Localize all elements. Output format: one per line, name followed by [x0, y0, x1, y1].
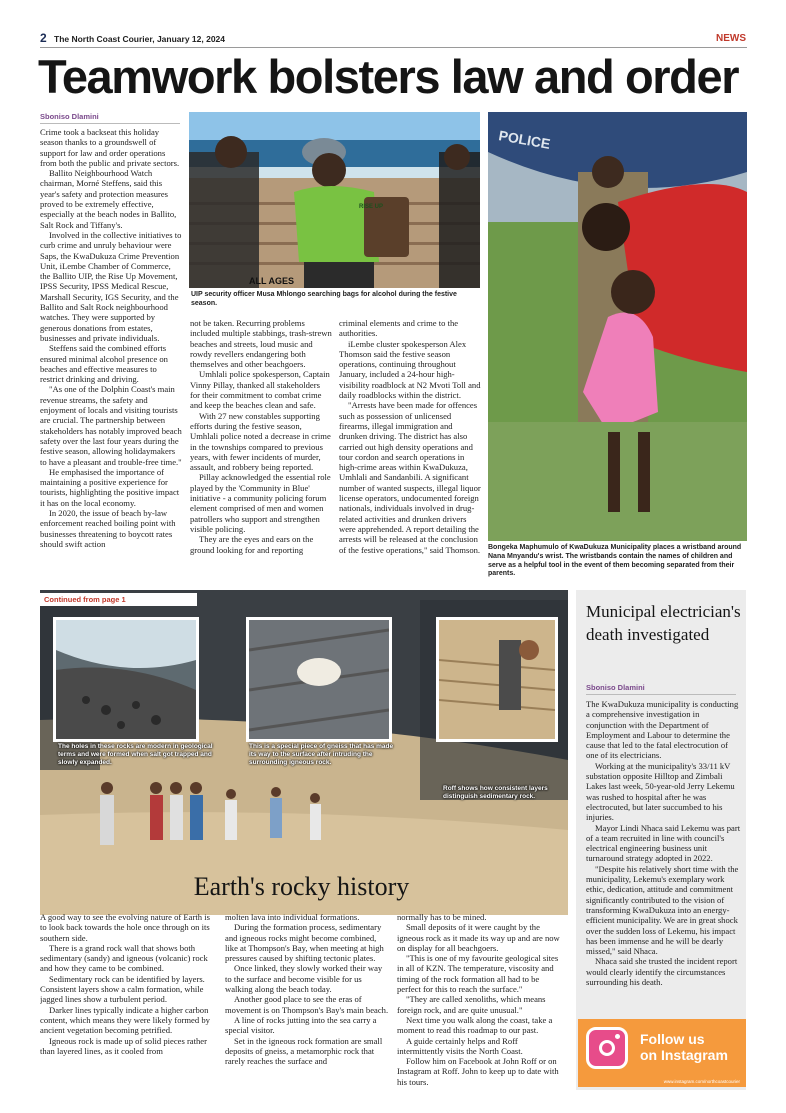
photo-wristband [488, 112, 747, 541]
paragraph: not be taken. Recurring problems included multiple stabbings, trash-strewn beaches and streets, loud music and rowdy revellers endangering both themselves and other beachgoers. [190, 318, 332, 370]
paragraph: Once linked, they slowly worked their way to the surface and become visible for us walking along the beach today. [225, 963, 383, 995]
paragraph: Darker lines typically indicate a higher carbon content, which means they were likely formed by ancient vegetation becoming petrified. [40, 1004, 210, 1036]
paragraph: "Arrests have been made for offences such as possession of unlicensed firearms, illegal immigration and drunken driving. The district has also carried out high density operations and tour cordon and search operations in high-crime areas within KwaDukuza, Umhlali and Sandanbili. A significant number of wanted suspects, illegal liquor license operators, undocumented foreign nationals, individuals involved in drug-related activities and drunken drivers were apprehended. A report detailing the arrests will be released at the conclusion of the festive operations," said Thomson. [339, 400, 481, 555]
paragraph: "As one of the Dolphin Coast's main revenue streams, the safety and enjoyment of locals and visiting tourists are crucial. The partnership between stakeholders has notably improved beach safety over the last four years during the festive season, allowing holidaymakers to have a pleasant and trouble-free time." [40, 384, 182, 467]
paragraph: Follow him on Facebook at John Roff or on Instagram at Roff. John to keep up to date with his tours. [397, 1056, 559, 1087]
paragraph: The KwaDukuza municipality is conducting a comprehensive investigation in conjunction with the Department of Employment and Labour to determine the cause that led to the fatal electrocution of one of its electricians. [586, 699, 739, 761]
paragraph: Small deposits of it were caught by the igneous rock as it made its way up and are now on display for all beachgoers. [397, 922, 560, 953]
svg-text:RISE UP: RISE UP [359, 204, 384, 210]
headline: Teamwork bolsters law and order [38, 50, 739, 103]
paragraph: A line of rocks jutting into the sea carry a special visitor. [225, 1014, 377, 1036]
paragraph: He emphasised the importance of maintaining a positive experience for tourists, highlighting the positive impact it has on the local economy. [40, 466, 180, 508]
earth-col-1 [40, 912, 210, 1092]
paragraph: Sedimentary rock can be identified by layers. Consistent layers show a calm formation, while jagged lines show a turbulent period. [40, 973, 205, 1005]
paragraph: molten lava into individual formations. [225, 912, 360, 922]
paragraph: "Despite his relatively short time with the municipality, Lekemu's exemplary work ethic, dedication, attitude and commitment significantly contributed to the vision of transforming KwaDukuza into an energy-efficient municipality. We are in great shock over the sudden loss of Lekemu, his impact has been immense and he will be dearly missed," said Nhaca. [586, 863, 739, 957]
photo-security-officer [189, 112, 480, 288]
inset1-caption: The holes in these rocks are modern in geological terms and were formed when salt got trapped and slowly expanded. [58, 743, 213, 766]
svg-text:POLICE: POLICE [497, 127, 552, 153]
inset2-caption: This is a special piece of gneiss that has made its way to the surface after intruding the surrounding igneous rock. [249, 743, 394, 766]
photo1-caption: UIP security officer Musa Mhlongo searching bags for alcohol during the festive season. [191, 291, 457, 307]
sidebar-body [586, 699, 741, 1011]
paragraph: Steffens said the combined efforts ensured minimal alcohol presence on beaches and effective measures to restrict drinking and driving. [40, 343, 168, 385]
header-rule [40, 47, 747, 48]
paragraph: iLembe cluster spokesperson Alex Thomson said the festive season operations, continuing throughout January, included a 24-hour high-visibility roadblock at N2 Mvoti Toll and daily roadblocks within the district. [339, 338, 481, 401]
earth-col-2 [225, 912, 390, 1092]
inset-sedimentary [436, 617, 558, 742]
paragraph: "They are called xenoliths, which means foreign rock, and are quite unusual." [397, 994, 546, 1015]
section-label: NEWS [716, 33, 746, 44]
paragraph: Involved in the collective initiatives to curb crime and unruly behaviour were Saps, the KwaDukuza Crime Prevention Unit, iLembe Chamber of Commerce, the Ballito UIP, the Rise Up Movement, IPSS Security, IPSS Medical Rescue, Marshall Security, IGS Security, and the Ballito and Salt Rock neighbourhood watches. They were supported by generous donations from estates, businesses and private individuals. [40, 229, 182, 343]
paragraph: A guide certainly helps and Roff intermittently visits the North Coast. [397, 1035, 523, 1056]
earth-story-title: Earth's rocky history [193, 872, 410, 901]
instagram-line2: on Instagram [640, 1047, 728, 1063]
paragraph: Mayor Lindi Nhaca said Lekemu was part of a team recruited in line with council's electrical engineering business unit turnaround strategy adopted in 2022. [586, 822, 741, 864]
lead-col-1 [40, 127, 182, 585]
paragraph: Nhaca said she trusted the incident report would clearly identify the circumstances surrounding his death. [586, 956, 738, 988]
paragraph: normally has to be mined. [397, 912, 487, 922]
paragraph: Pillay acknowledged the essential role played by the 'Community in Blue' initiative - a community policing forum element comprised of men and women patrollers who support and strengthen visible policing. [190, 472, 331, 534]
paragraph: Working at the municipality's 33/11 kV substation opposite Hilltop and Zimbali Lakes last week, 50-year-old Jerry Lekemu was rushed to hospital after he was electrocuted, but later succumbed to his injuries. [586, 760, 735, 823]
instagram-icon [586, 1027, 628, 1069]
paragraph: In 2020, the issue of beach by-law enforcement reached boiling point with businesses threatening to boycott rates should swift action [40, 507, 176, 549]
paragraph: Umhlali police spokesperson, Captain Vinny Pillay, thanked all stakeholders for their commitment to combat crime and keep the beaches clean and safe. [190, 369, 330, 411]
paragraph: Set in the igneous rock formation are small deposits of gneiss, a metamorphic rock that rarely reaches the surface and [225, 1035, 383, 1067]
earth-col-3 [397, 912, 565, 1092]
paragraph: Ballito Neighbourhood Watch chairman, Morné Steffens, said this year's safety and protection measures proved to be extremely effective, especially at the beach nodes in Ballito, Salt Rock and Tiffany's. [40, 168, 177, 230]
svg-text:ALL AGES: ALL AGES [249, 276, 295, 286]
photo2-caption: Bongeka Maphumulo of KwaDukuza Municipality places a wristband around Nana Mnyandu's wrist. The wristbands contain the names of children and serve as a helpful tool in the event of them becoming separated from their parents. [488, 544, 742, 578]
instagram-ad[interactable] [578, 1019, 746, 1087]
paragraph: Igneous rock is made up of solid pieces rather than layered lines, as it cooled from [40, 1035, 207, 1056]
paragraph: Crime took a backseat this holiday season thanks to a groundswell of support for law and order operations from both the public and private sectors. [40, 127, 180, 168]
paragraph: Another good place to see the eras of movement is on Thompson's Bay's main beach. [225, 994, 389, 1015]
paragraph: During the formation process, sedimentary and igneous rocks might become combined, like at Thompson's Bay, when meeting at high pressures caused by shifting tectonic plates. [225, 922, 384, 964]
paragraph: Next time you walk along the coast, take a moment to read this roadmap to our past. [397, 1014, 553, 1036]
inset3-caption: Roff shows how consistent layers distinguish sedimentary rock. [443, 785, 548, 800]
paragraph: They are the eyes and ears on the ground looking for and reporting [190, 534, 314, 555]
sidebar-story-title: Municipal electrician's death investigated [586, 602, 741, 644]
paragraph: With 27 new constables supporting efforts during the festive season, Umhlali police noted a decrease in crime in the townships compared to previous years, with fewer incidents of murder, assault, and robbery being reported. [190, 410, 331, 473]
publication-line: The North Coast Courier, January 12, 2024 [54, 34, 226, 44]
byline: Sboniso Dlamini [40, 112, 180, 124]
paragraph: There is a grand rock wall that shows both sedimentary (sandy) and igneous (volcanic) rock and how they came to be combined. [40, 942, 208, 974]
continued-tag: Continued from page 1 [40, 593, 197, 606]
lead-col-2 [190, 318, 332, 586]
paragraph: criminal elements and crime to the authorities. [339, 318, 459, 339]
page-number: 2 [40, 31, 47, 45]
lead-col-3 [339, 318, 481, 586]
inset-gneiss [246, 617, 392, 742]
inset-holes-rocks [53, 617, 199, 742]
sidebar-byline: Sboniso Dlamini [586, 683, 736, 695]
paragraph: "This is one of my favourite geological sites in all of KZN. The temperature, viscosity and timing of the rock formation all had to be perfect for this to reach the surface." [397, 953, 559, 995]
instagram-url: www.instagram.com/northcoastcourier [663, 1079, 740, 1084]
instagram-line1: Follow us [640, 1031, 705, 1047]
paragraph: A good way to see the evolving nature of Earth is to look back towards the hole once through on its southern side. [40, 912, 210, 943]
